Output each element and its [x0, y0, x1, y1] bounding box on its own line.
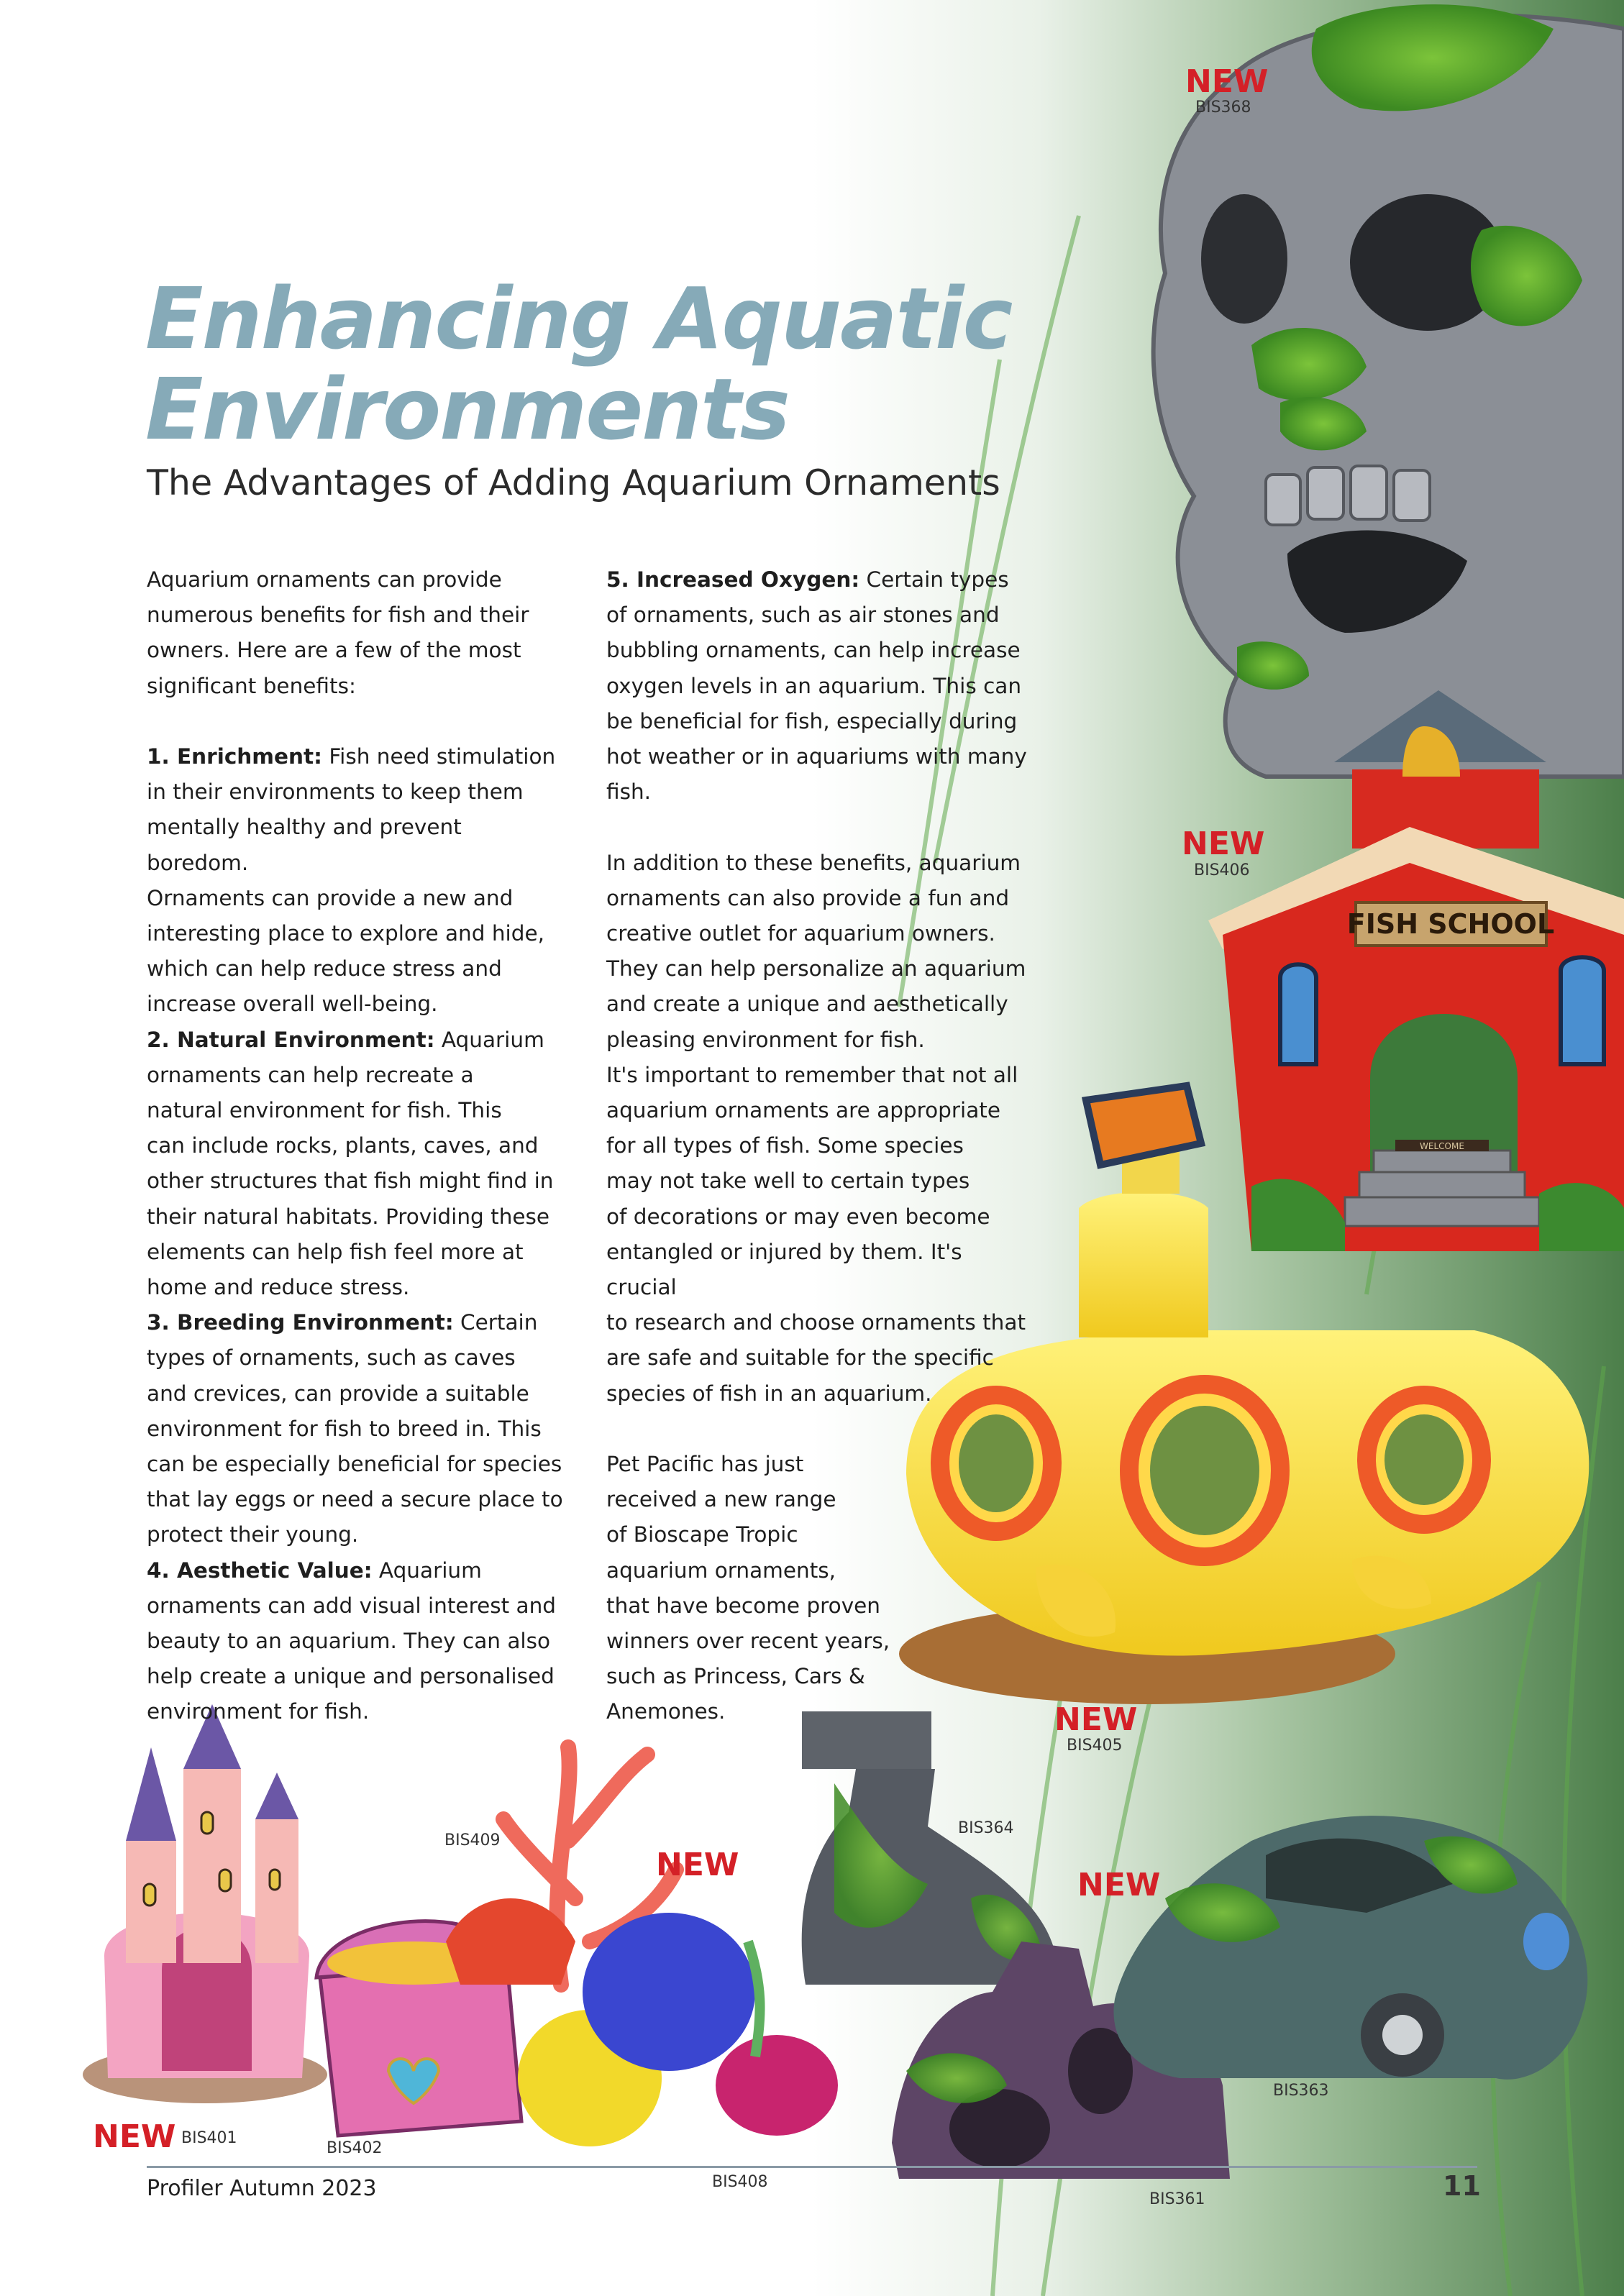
product-code-car: BIS363 — [1273, 2082, 1329, 2100]
fish-school-sign: FISH SCHOOL — [1346, 908, 1555, 940]
product-code-ruins: BIS361 — [1149, 2190, 1205, 2208]
footer-rule — [147, 2166, 1477, 2168]
pet-pacific-paragraph: Pet Pacific has just received a new range of Bioscape Tropic aquarium ornaments, that have become proven winners over recent years, such as Princess, Cars & Anemones. — [606, 1452, 890, 1724]
new-badge-castle: NEW — [93, 2118, 176, 2155]
product-code-castle: BIS401 — [181, 2129, 237, 2147]
article-column-right — [606, 562, 1031, 1730]
product-code-moai: BIS364 — [958, 1819, 1014, 1837]
benefit-breeding-environment: 3. Breeding Environment: Certain types of ornaments, such as caves and crevices, can provide a suitable environment for fish to breed in. This can be especially beneficial for species that lay eggs or need a secure place to protect their young. — [147, 1310, 563, 1547]
product-code-chest: BIS402 — [327, 2139, 383, 2157]
page-subtitle: The Advantages of Adding Aquarium Ornaments — [147, 462, 1000, 503]
product-code-anemones: BIS408 — [712, 2173, 768, 2191]
product-code-school: BIS406 — [1194, 861, 1250, 879]
new-badge-skull: NEW — [1185, 63, 1269, 100]
page-number: 11 — [1443, 2170, 1481, 2202]
new-badge-school: NEW — [1182, 825, 1265, 862]
intro-paragraph: Aquarium ornaments can provide numerous benefits for fish and their owners. Here are a few of the most significant benefits: — [147, 567, 529, 698]
new-badge-submarine: NEW — [1054, 1701, 1138, 1738]
welcome-mat: WELCOME — [1420, 1141, 1464, 1151]
skull-ornament-image — [1154, 4, 1624, 777]
article-column-left — [147, 562, 564, 1730]
benefit-aesthetic-value: 4. Aesthetic Value: Aquarium ornaments can add visual interest and beauty to an aquarium. They can also help create a unique and personalised environment for fish. — [147, 1558, 557, 1724]
new-badge-anemones: NEW — [656, 1847, 739, 1883]
product-code-coral: BIS409 — [444, 1831, 501, 1849]
benefit-enrichment: 1. Enrichment: Fish need stimulation in their environments to keep them mentally healthy and prevent boredom. Ornaments can provide a new and interesting place to explore and hide, which can help reduce stress and increase overall well-being. — [147, 744, 556, 1017]
new-badge-car: NEW — [1077, 1867, 1161, 1903]
page-title — [145, 269, 1012, 459]
footer-publication: Profiler Autumn 2023 — [147, 2176, 377, 2201]
benefit-natural-environment: 2. Natural Environment: Aquarium ornaments can help recreate a natural environment for fish. This can include rocks, plants, caves, and other structures that fish might find in their natural habitats. Providing these elements can help fish feel more at home and reduce stress. — [147, 1027, 554, 1300]
title-line-2: Environments — [145, 360, 789, 459]
benefit-increased-oxygen: 5. Increased Oxygen: Certain types of ornaments, such as air stones and bubbling ornaments, can help increase oxygen levels in an aquarium. This can be beneficial for fish, especially during hot weather or in aquariums with many fish. — [606, 567, 1027, 805]
additional-benefits-paragraph: In addition to these benefits, aquarium ornaments can also provide a fun and creative outlet for aquarium owners. They can help personalize an aquarium and create a unique and aesthetically pleasing environment for fish. It's important to remember that not all aquarium ornaments are appropriate for all types of fish. Some species may not take well to certain types of decorations or may even become entangled or injured by them. It's crucial to research and choose ornaments that are safe and suitable for the specific species of fish in an aquarium. — [606, 850, 1026, 1406]
product-code-submarine: BIS405 — [1067, 1737, 1123, 1755]
product-code-skull: BIS368 — [1195, 99, 1251, 116]
title-line-1: Enhancing Aquatic — [145, 269, 1012, 368]
